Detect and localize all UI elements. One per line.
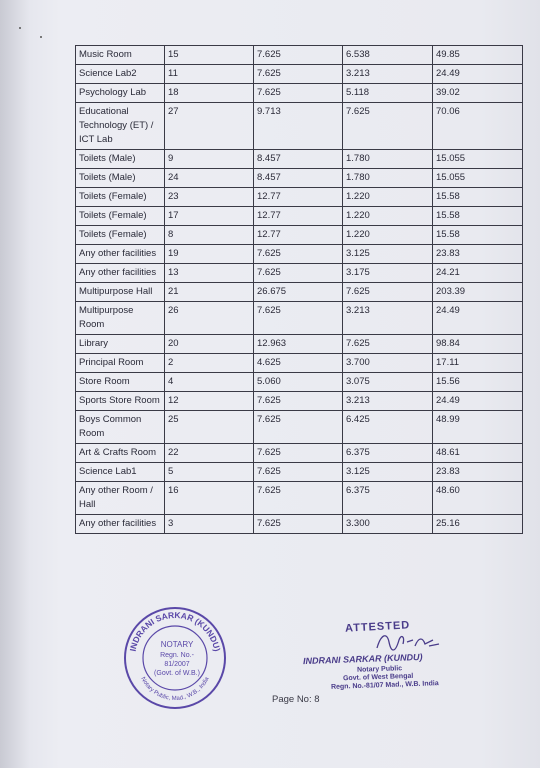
table-row <box>76 354 523 373</box>
table-cell: 26.675 <box>254 283 343 302</box>
table-cell: 7.625 <box>254 482 343 515</box>
table-cell: Toilets (Female) <box>76 226 165 245</box>
table-cell: 15.055 <box>433 169 523 188</box>
table-row <box>76 103 523 150</box>
table-cell: 7.625 <box>343 335 433 354</box>
table-cell: 3.213 <box>343 65 433 84</box>
table-cell: Multipurpose Hall <box>76 283 165 302</box>
table-cell: 15.055 <box>433 150 523 169</box>
table-cell: 12.963 <box>254 335 343 354</box>
table-cell: 8.457 <box>254 169 343 188</box>
table-cell: 8.457 <box>254 150 343 169</box>
table-cell: Educational Technology (ET) / ICT Lab <box>76 103 165 150</box>
table-cell: 17.11 <box>433 354 523 373</box>
table-cell: 7.625 <box>254 65 343 84</box>
table-cell: 25 <box>165 411 254 444</box>
table-cell: 6.375 <box>343 444 433 463</box>
table-row <box>76 84 523 103</box>
table-row <box>76 245 523 264</box>
table-cell: 7.625 <box>254 463 343 482</box>
table-cell: Science Lab1 <box>76 463 165 482</box>
table-cell: 19 <box>165 245 254 264</box>
table-cell: 3.700 <box>343 354 433 373</box>
table-cell: 7.625 <box>254 245 343 264</box>
table-cell: 24.49 <box>433 392 523 411</box>
table-cell: 25.16 <box>433 515 523 534</box>
table-cell: 1.220 <box>343 207 433 226</box>
table-row <box>76 302 523 335</box>
table-cell: 1.780 <box>343 150 433 169</box>
table-cell: 3.125 <box>343 245 433 264</box>
table-cell: Any other facilities <box>76 245 165 264</box>
table-row <box>76 65 523 84</box>
table-cell: 23.83 <box>433 463 523 482</box>
table-cell: 3.300 <box>343 515 433 534</box>
table-cell: 7.625 <box>254 84 343 103</box>
attest-name: INDRANI SARKAR (KUNDU) <box>302 651 423 667</box>
table-cell: 13 <box>165 264 254 283</box>
scan-speck <box>19 27 21 29</box>
table-row <box>76 226 523 245</box>
table-row <box>76 169 523 188</box>
table-cell: 15.58 <box>433 207 523 226</box>
table-cell: 11 <box>165 65 254 84</box>
table-cell: 24.21 <box>433 264 523 283</box>
table-cell: 3.125 <box>343 463 433 482</box>
seal-line-1: NOTARY <box>160 640 194 649</box>
scan-speck <box>40 36 42 38</box>
table-cell: 7.625 <box>254 302 343 335</box>
table-cell: 98.84 <box>433 335 523 354</box>
table-cell: 6.538 <box>343 46 433 65</box>
attest-line-2: Notary Public <box>356 665 403 674</box>
table-cell: 12.77 <box>254 207 343 226</box>
seal-line-4: (Govt. of W.B.) <box>154 670 200 677</box>
table-cell: Science Lab2 <box>76 65 165 84</box>
table-row <box>76 411 523 444</box>
table-cell: 5 <box>165 463 254 482</box>
table-cell: 3.175 <box>343 264 433 283</box>
table-cell: Any other facilities <box>76 515 165 534</box>
table-cell: Boys Common Room <box>76 411 165 444</box>
table-cell: 9 <box>165 150 254 169</box>
table-cell: 7.625 <box>254 411 343 444</box>
table-row <box>76 515 523 534</box>
table-cell: Art & Crafts Room <box>76 444 165 463</box>
table-cell: 7.625 <box>254 264 343 283</box>
table-cell: 9.713 <box>254 103 343 150</box>
table-cell: 39.02 <box>433 84 523 103</box>
table-cell: 3.213 <box>343 392 433 411</box>
table-cell: 23 <box>165 188 254 207</box>
table-cell: Store Room <box>76 373 165 392</box>
table-row <box>76 150 523 169</box>
table-cell: Toilets (Female) <box>76 207 165 226</box>
attest-line-4: Regn. No.-81/07 Mad., W.B. India <box>330 680 439 691</box>
table-cell: 12.77 <box>254 226 343 245</box>
table-cell: 48.61 <box>433 444 523 463</box>
table-cell: 5.060 <box>254 373 343 392</box>
table-cell: 18 <box>165 84 254 103</box>
table-cell: Principal Room <box>76 354 165 373</box>
table-cell: 6.375 <box>343 482 433 515</box>
table-cell: 17 <box>165 207 254 226</box>
table-cell: 5.118 <box>343 84 433 103</box>
seal-ring-text-bottom: Notary Public, Mad., W.B., India <box>139 676 211 703</box>
table-row <box>76 482 523 515</box>
table-cell: 7.625 <box>254 444 343 463</box>
table-cell: 3.213 <box>343 302 433 335</box>
table-cell: 27 <box>165 103 254 150</box>
table-row <box>76 188 523 207</box>
table-cell: 48.60 <box>433 482 523 515</box>
table-row <box>76 335 523 354</box>
table-row <box>76 463 523 482</box>
room-dimensions-table <box>75 45 523 534</box>
table-cell: 203.39 <box>433 283 523 302</box>
seal-line-3: 81/2007 <box>164 661 190 668</box>
table-cell: Toilets (Male) <box>76 150 165 169</box>
table-cell: 7.625 <box>254 46 343 65</box>
table-row <box>76 373 523 392</box>
table-cell: 6.425 <box>343 411 433 444</box>
table-cell: 12.77 <box>254 188 343 207</box>
seal-ring-text: INDRANI SARKAR (KUNDU) <box>127 609 223 653</box>
table-cell: 16 <box>165 482 254 515</box>
table-cell: Toilets (Female) <box>76 188 165 207</box>
table-cell: 1.780 <box>343 169 433 188</box>
table-cell: Any other facilities <box>76 264 165 283</box>
table-cell: 7.625 <box>254 392 343 411</box>
table-cell: Toilets (Male) <box>76 169 165 188</box>
table-cell: Library <box>76 335 165 354</box>
table-cell: Multipurpose Room <box>76 302 165 335</box>
table-cell: 4.625 <box>254 354 343 373</box>
table-cell: 24.49 <box>433 302 523 335</box>
table-cell: 12 <box>165 392 254 411</box>
table-row <box>76 264 523 283</box>
table-cell: 15 <box>165 46 254 65</box>
table-cell: 3.075 <box>343 373 433 392</box>
table-cell: 23.83 <box>433 245 523 264</box>
table-cell: 26 <box>165 302 254 335</box>
svg-text:Notary Public, Mad., W.B., Ind <box>139 676 210 702</box>
table-row <box>76 207 523 226</box>
table-body <box>76 46 523 534</box>
table-row <box>76 46 523 65</box>
table-cell: 3 <box>165 515 254 534</box>
page-number: Page No: 8 <box>272 694 320 705</box>
table-cell: 2 <box>165 354 254 373</box>
table-row <box>76 392 523 411</box>
table-cell: 21 <box>165 283 254 302</box>
table-cell: 7.625 <box>343 103 433 150</box>
table-cell: 4 <box>165 373 254 392</box>
table-cell: 49.85 <box>433 46 523 65</box>
table-cell: 1.220 <box>343 226 433 245</box>
seal-line-2: Regn. No.- <box>160 652 194 659</box>
table-cell: 22 <box>165 444 254 463</box>
table-cell: 70.06 <box>433 103 523 150</box>
table-cell: 48.99 <box>433 411 523 444</box>
table-cell: 20 <box>165 335 254 354</box>
table-cell: 24.49 <box>433 65 523 84</box>
table-cell: 1.220 <box>343 188 433 207</box>
table-cell: 24 <box>165 169 254 188</box>
attest-stamp <box>295 618 465 698</box>
table-cell: Sports Store Room <box>76 392 165 411</box>
attest-line-3: Govt. of West Bengal <box>342 672 414 683</box>
table-cell: 7.625 <box>254 515 343 534</box>
table-cell: 8 <box>165 226 254 245</box>
table-cell: Psychology Lab <box>76 84 165 103</box>
table-cell: 15.58 <box>433 188 523 207</box>
notary-seal <box>122 605 228 711</box>
table-row <box>76 444 523 463</box>
table-cell: 15.58 <box>433 226 523 245</box>
table-cell: 7.625 <box>343 283 433 302</box>
table-cell: 15.56 <box>433 373 523 392</box>
table-cell: Any other Room / Hall <box>76 482 165 515</box>
table-cell: Music Room <box>76 46 165 65</box>
table-row <box>76 283 523 302</box>
attest-title: ATTESTED <box>344 619 411 635</box>
